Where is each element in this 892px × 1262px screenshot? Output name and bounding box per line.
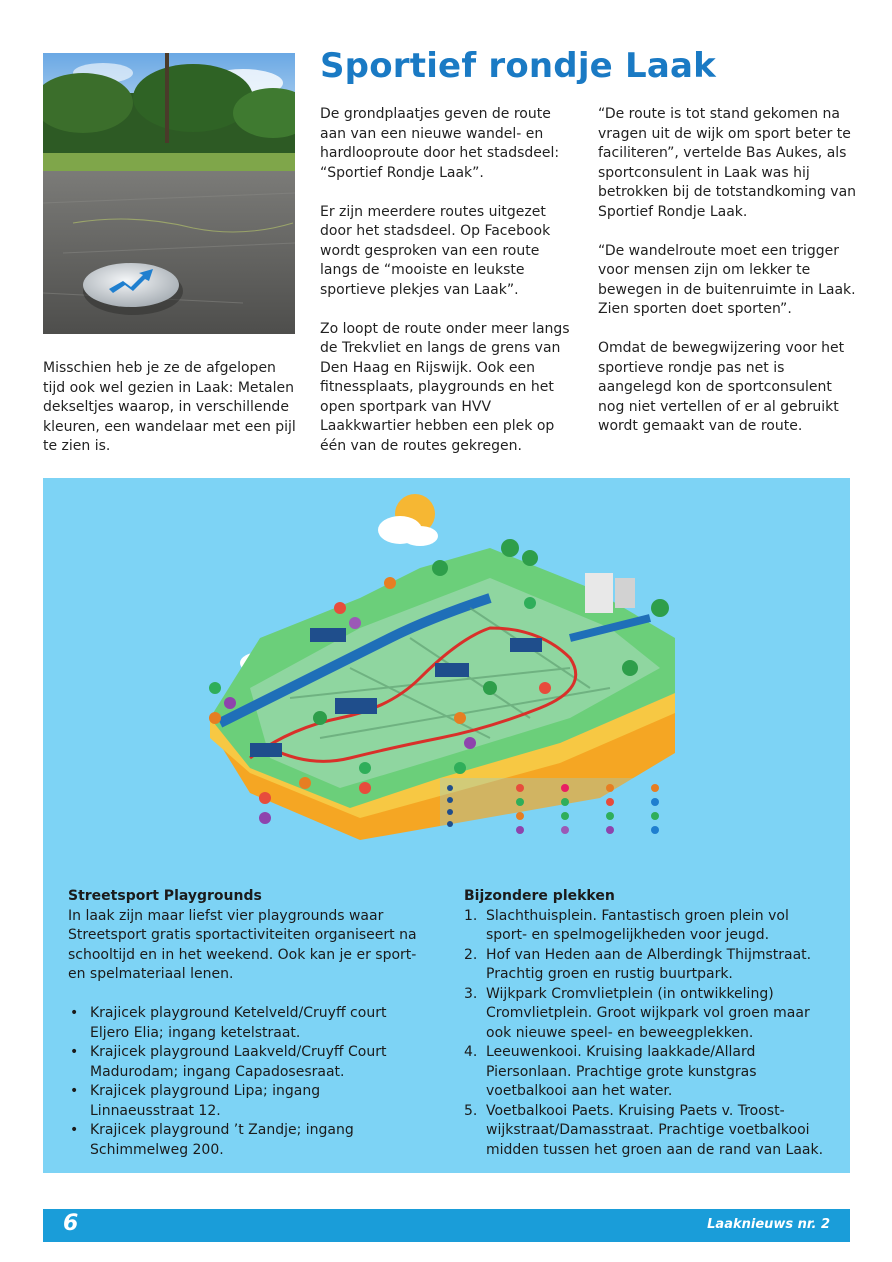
item-number: 3. <box>464 985 478 1002</box>
paragraph: Zo loopt de route onder meer langs de Trekvliet en langs de grens van Den Haag en Rijswijk. Ook een fitnessplaats, playgrounds en het open sportpark van HVV Laakkwartier hebben een plek op één van de routes gekregen. <box>320 320 570 454</box>
list-item <box>464 985 834 1044</box>
item-text: Hof van Heden aan de Alberdingk Thijmstraat. Prachtig groen en rustig buurtpark. <box>486 946 812 982</box>
list-item: • Krajicek playground ’t Zandje; ingang Schimmelweg 200. <box>68 1121 428 1160</box>
item-text: Wijkpark Cromvlietplein (in ontwikkeling) Cromvlietplein. Groot wijkpark vol groen maar ook nieuwe speel- en beweegplekken. <box>486 985 810 1041</box>
page-number: 6 <box>63 1211 79 1236</box>
section-heading: Bijzondere plekken <box>464 888 615 904</box>
section-heading: Streetsport Playgrounds <box>68 888 262 904</box>
list-item <box>464 946 834 985</box>
paragraph: Er zijn meerdere routes uitgezet door het stadsdeel. Op Facebook wordt gesproken van een route langs de “mooiste en leukste sportieve plekjes van Laak”. <box>320 203 551 298</box>
item-text: Voetbalkooi Paets. Kruising Paets v. Troost-wijkstraat/Damasstraat. Prachtige voetbalkooi midden tussen het groen aan de rand van Laak. <box>486 1102 824 1158</box>
playground-list <box>68 1004 428 1160</box>
paragraph: “De wandelroute moet een trigger voor mensen zijn om lekker te bewegen in de buitenruimte in Laak. Zien sporten doet sporten”. <box>598 242 856 317</box>
photo-illustration <box>43 53 295 334</box>
isometric-map <box>190 488 710 858</box>
streetsport-section <box>68 887 428 1160</box>
column-intro <box>43 359 298 476</box>
item-number: 5. <box>464 1102 478 1119</box>
paragraph: De grondplaatjes geven de route aan van een nieuwe wandel- en hardlooproute door het stadsdeel: “Sportief Rondje Laak”. <box>320 106 560 181</box>
list-item: • Krajicek playground Lipa; ingang Linnaeusstraat 12. <box>68 1082 428 1121</box>
column-middle <box>320 105 580 476</box>
magazine-name: Laaknieuws nr. 2 <box>707 1217 830 1232</box>
list-item <box>464 907 834 946</box>
special-places-section <box>464 887 834 1160</box>
list-item: • Krajicek playground Laakveld/Cruyff Court Madurodam; ingang Capadosesraat. <box>68 1043 428 1082</box>
intro-paragraph: Misschien heb je ze de afgelopen tijd ook wel gezien in Laak: Metalen dekseltjes waarop, in verschillende kleuren, een wandelaar met een pijl te zien is. <box>43 360 296 454</box>
article-title: Sportief rondje Laak <box>320 46 716 86</box>
item-number: 2. <box>464 946 478 963</box>
map-legend <box>440 778 695 848</box>
route-map-illustration <box>190 488 710 858</box>
paragraph: “De route is tot stand gekomen na vragen uit de wijk om sport beter te faciliteren”, vertelde Bas Aukes, als sportconsulent in Laak was hij betrokken bij de totstandkoming van Sportief Rondje Laak. <box>598 106 857 220</box>
item-number: 4. <box>464 1044 478 1060</box>
manhole-cover-photo <box>43 53 295 334</box>
item-number: 1. <box>464 907 478 924</box>
list-item <box>464 1102 834 1161</box>
item-text: Leeuwenkooi. Kruising laakkade/Allard Piersonlaan. Prachtige grote kunstgras voetbalkooi aan het water. <box>486 1044 757 1099</box>
item-text: Slachthuisplein. Fantastisch groen plein vol sport- en spelmogelijkheden voor jeugd. <box>486 907 789 943</box>
page-footer <box>43 1209 850 1242</box>
paragraph: Omdat de bewegwijzering voor het sportieve rondje pas net is aangelegd kon de sportconsulent nog niet vertellen of er al gebruikt wordt gemaakt van de route. <box>598 340 845 434</box>
special-places-list <box>464 907 834 1161</box>
list-item: • Krajicek playground Ketelveld/Cruyff court Eljero Elia; ingang ketelstraat. <box>68 1004 428 1043</box>
section-intro: In laak zijn maar liefst vier playgrounds waar Streetsport gratis sportactiviteiten organiseert na schooltijd en in het weekend. Ook kan je er sport- en spelmateriaal lenen. <box>68 907 417 982</box>
list-item <box>464 1043 834 1102</box>
column-right <box>598 105 860 456</box>
